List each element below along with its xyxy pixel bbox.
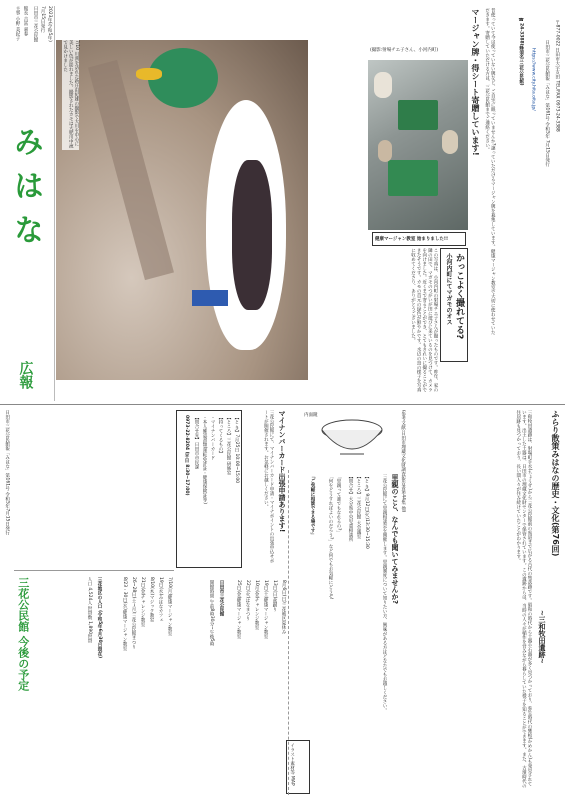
schedule-right: 8月6日(日)三花地区夏休み 13日(日)盆踊り 19日(土)健康マージャン教室 10月(金)チャレンジ教室 22日(火)はなまつり 25日(金)健康マージャン教室 日田市三花公民館 開館時間 午前8時30分~午後5時 [209, 580, 286, 647]
mynumber-schedule-box: 【と き】7月25日 10:00~15:00 【ところ】三花公民館 研修室 【持ってくるもの】 ・マイナンバーカード ・本人確認書類(運転免許証・健康保険証等) 【問合せ先】日田市市民課 0973-22-8204 (平日 8:30~17:00) [176, 410, 242, 568]
camera-body: この写真は、小河内町の射場チエ子さんが撮ったものです。昨年、家の隣の田で、マガモのつがいが田に遊びに来ているのを見つけて、カメラを向けました。近くまで寄ることができ、とてもきれいに撮ることができたそうです。カモの首元の緑色が鮮やかです。水辺の鳥の様子を写真に収めてくださり、ありがとうございました。 [410, 248, 438, 392]
donation-contact: ☎24-3388(蜂須名:三花公民館) [518, 18, 524, 86]
camera-headline-box: かっこよく撮れてる? 小河内町にてマガモのオス [440, 248, 468, 362]
artifact-label: 内面鏡 [304, 413, 318, 418]
header-line-left: 日田市三花公民館報「みはな」第161号 令和5年 7月15日発行 [544, 40, 550, 167]
schedule-item: 8/23・30日(水)健康マージャン教室 [122, 577, 127, 651]
schedule-block [14, 570, 174, 796]
mynumber-body: 三花公民館にて、マイナンバーカード申請・マイナポイントの出張申込サポートが開催されます。お気軽にお越しください。 [263, 410, 274, 563]
fold-divider [0, 404, 565, 405]
schedule-list [44, 577, 172, 787]
population-figures: 人口 4,524人 世帯数 1,890世帯 [87, 577, 92, 644]
masthead [6, 6, 55, 401]
schedule-title: 三花公民館 今後の予定 [16, 577, 30, 691]
camera-article [310, 248, 468, 398]
mahjong-photo [368, 60, 468, 230]
mahjong-photo-caption: (撮影:射場チエ子さん、小河内町) [370, 48, 439, 53]
issue-date: 7月15日発行 [40, 6, 45, 33]
donation-body: 昔使っていて今は使っていない牌など、ご自宅に眠っていませんか?譲っていただけるマージャン牌を募集しています。健康マージャン教室で大切に使わせていただきます。寄贈していただける方は、三花公民館までご連絡ください。 [484, 8, 496, 335]
history-headline: ふらり散策みはなの歴史・文化(第76回) [551, 410, 560, 557]
masthead-staff: 館長 吉冨 嘉春 主事 小野 美紀子 [15, 6, 28, 41]
mynumber-headline: マイナンバーカード出張申請あります! [278, 410, 286, 533]
foster-headline: 里親のこと、なんでも聞いてみませんか? [391, 474, 399, 605]
schedule-item: 19日(水)みはなカフェ [158, 577, 163, 623]
donation-url[interactable]: https://www.city.hita.oita.jp/ [530, 48, 536, 111]
schedule-item: 21日(金)チャレンジ教室 [140, 577, 145, 627]
history-article [400, 410, 560, 795]
title-kana: みはな [8, 126, 43, 258]
bowl-drawing [300, 410, 398, 468]
artifact-illustration [300, 410, 398, 468]
history-body: 三和牧田遺跡は、射場町手水(ちょうず)から三花公民館前の県道まで広がる古代の集落跡です。昭和の時代から土器や石器が多く見つかっており、弥生時代の甕棺(かめかん)も発見されています。出土した土器は、日田市の埋蔵文化財センターで保管されています。この遺跡からは、当時の人々が稲作を営みながら暮らしていた様子を知ることができます。また、古墳時代の住居跡も見つかっており、長い間人々が住み続けていたことがわかります。 [515, 410, 532, 788]
publisher: 日田市三花公民館 [33, 6, 38, 42]
illustration-note-box: イラスト素材等 MAP [286, 740, 310, 794]
schedule-item: 26~28日(土~月)三花公民館まつり [131, 577, 136, 650]
history-reference: (参考文献:日田市埋蔵文化財調査報告書第44集 他) [400, 410, 406, 513]
foster-article: 里親のこと、なんでも聞いてみませんか? 三花公民館にて里親相談会を開催します。里親制度について知りたい方、興味がある方はどなたでもお越しください。 【と き】9月12日(火)13:30~15:30 【ところ】三花公民館 大会議室 【問合せ】大分県中央児童相談所 「里親って誰でもなれるの?」 「何をどうすればよいのだろう?」など何でもお気軽にどうぞ! 「ご気軽に相談できる場です」 [288, 470, 399, 795]
masthead-title [10, 126, 50, 356]
mahjong-donation-article [470, 8, 542, 403]
footer-line-left: 日田市三花公民館報「みはな」第161号 令和5年7月15日発行 [4, 410, 10, 535]
issue-year: 2023年(令和5年) [47, 6, 52, 42]
title-kanji: 広報 [17, 361, 34, 389]
duck-caption: 7/10 川渕を訪れた新庄由紀雄の撮影で大川を中心に美しい色が揺れました。撮影されたカモは大肥川中流で見かけました [62, 40, 79, 148]
history-subhead: ~三和牧田遺跡~ [538, 610, 546, 664]
mynumber-article [176, 410, 286, 568]
masthead-meta [28, 6, 52, 116]
donation-headline: マージャン牌・得シート寄贈しています! [471, 8, 480, 156]
foster-body: 三花公民館にて里親相談会を開催します。里親制度について知りたい方、興味がある方はどなたでもお越しください。 [382, 474, 387, 713]
header-line-right: 〒877-0022 日田市大字友田 TEL/FAX 0973-24-3388 [554, 20, 560, 132]
population-title: 三花地区の人口 (令和5年6月30日現在) [97, 577, 102, 659]
schedule-item: 8/10(木)マジック教室 [149, 577, 154, 623]
mahjong-badge: 健康マージャン教室 始まりました!! [372, 232, 466, 246]
schedule-item: 7/10(月)健康マージャン教室 [167, 577, 172, 636]
